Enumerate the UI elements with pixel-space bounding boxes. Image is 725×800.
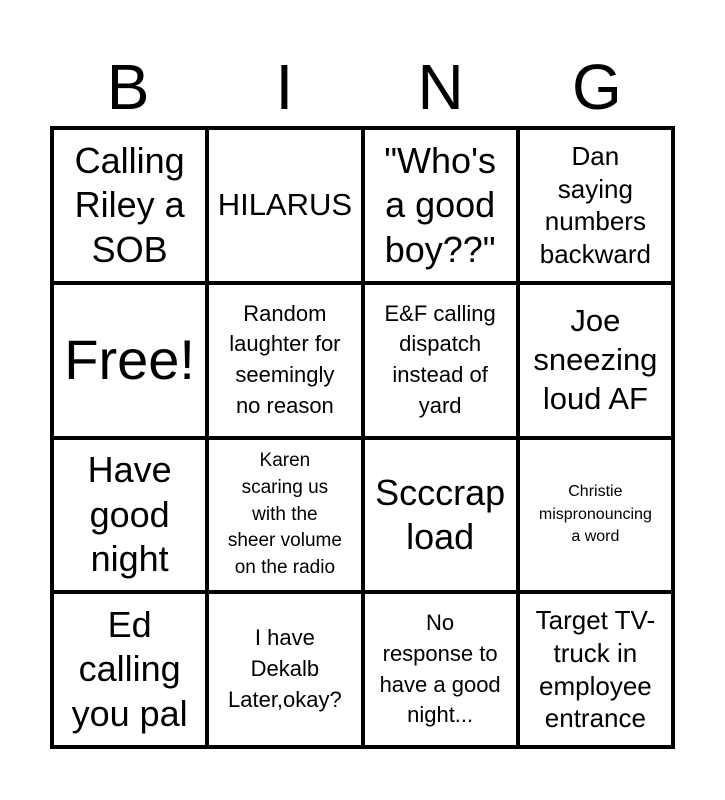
bingo-cell[interactable] (365, 130, 516, 281)
bingo-cell-text: Dan saying numbers backward (539, 140, 652, 270)
header-letter-i: I (275, 51, 294, 123)
bingo-cell[interactable] (365, 594, 516, 745)
bingo-cell[interactable] (54, 594, 205, 745)
bingo-cell-text: Joe sneezing loud AF (533, 303, 658, 416)
bingo-cell[interactable] (520, 594, 671, 745)
header-letter-b: B (106, 51, 150, 123)
bingo-cell-text: Scccrap load (375, 471, 506, 557)
bingo-cell[interactable] (365, 440, 516, 591)
bingo-cell-text: HILARUS (217, 187, 353, 222)
bingo-header (50, 52, 675, 122)
bingo-cell-text: Free! (64, 327, 195, 391)
bingo-card-grid (50, 126, 675, 749)
header-letter-n: N (417, 51, 464, 123)
bingo-cell-text: E&F calling dispatch instead of yard (384, 300, 496, 418)
bingo-cell[interactable] (520, 130, 671, 281)
bingo-cell-text: Have good night (87, 449, 172, 579)
header-letter-g: G (571, 51, 622, 123)
bingo-cell[interactable] (209, 285, 360, 436)
bingo-cell[interactable] (520, 285, 671, 436)
bingo-cell[interactable] (520, 440, 671, 591)
bingo-cell[interactable] (209, 440, 360, 591)
bingo-cell[interactable] (209, 130, 360, 281)
bingo-cell[interactable] (54, 440, 205, 591)
bingo-free-cell[interactable] (54, 285, 205, 436)
bingo-cell[interactable] (54, 130, 205, 281)
bingo-cell-text: Random laughter for seemingly no reason (229, 300, 341, 418)
bingo-cell-text: Karen scaring us with the sheer volume on the radio (227, 450, 342, 578)
bingo-cell-text: Ed calling you pal (71, 604, 188, 734)
bingo-cell-text: "Who's a good boy??" (384, 139, 496, 270)
bingo-cell-text: Calling Riley a SOB (74, 139, 185, 270)
bingo-cell-text: Target TV- truck in employee entrance (535, 605, 656, 734)
bingo-cell[interactable] (209, 594, 360, 745)
bingo-cell-text: Christie mispronouncing a word (538, 483, 652, 546)
bingo-cell-text: I have Dekalb Later,okay? (228, 625, 342, 713)
bingo-cell-text: No response to have a good night... (379, 610, 501, 728)
bingo-cell[interactable] (365, 285, 516, 436)
